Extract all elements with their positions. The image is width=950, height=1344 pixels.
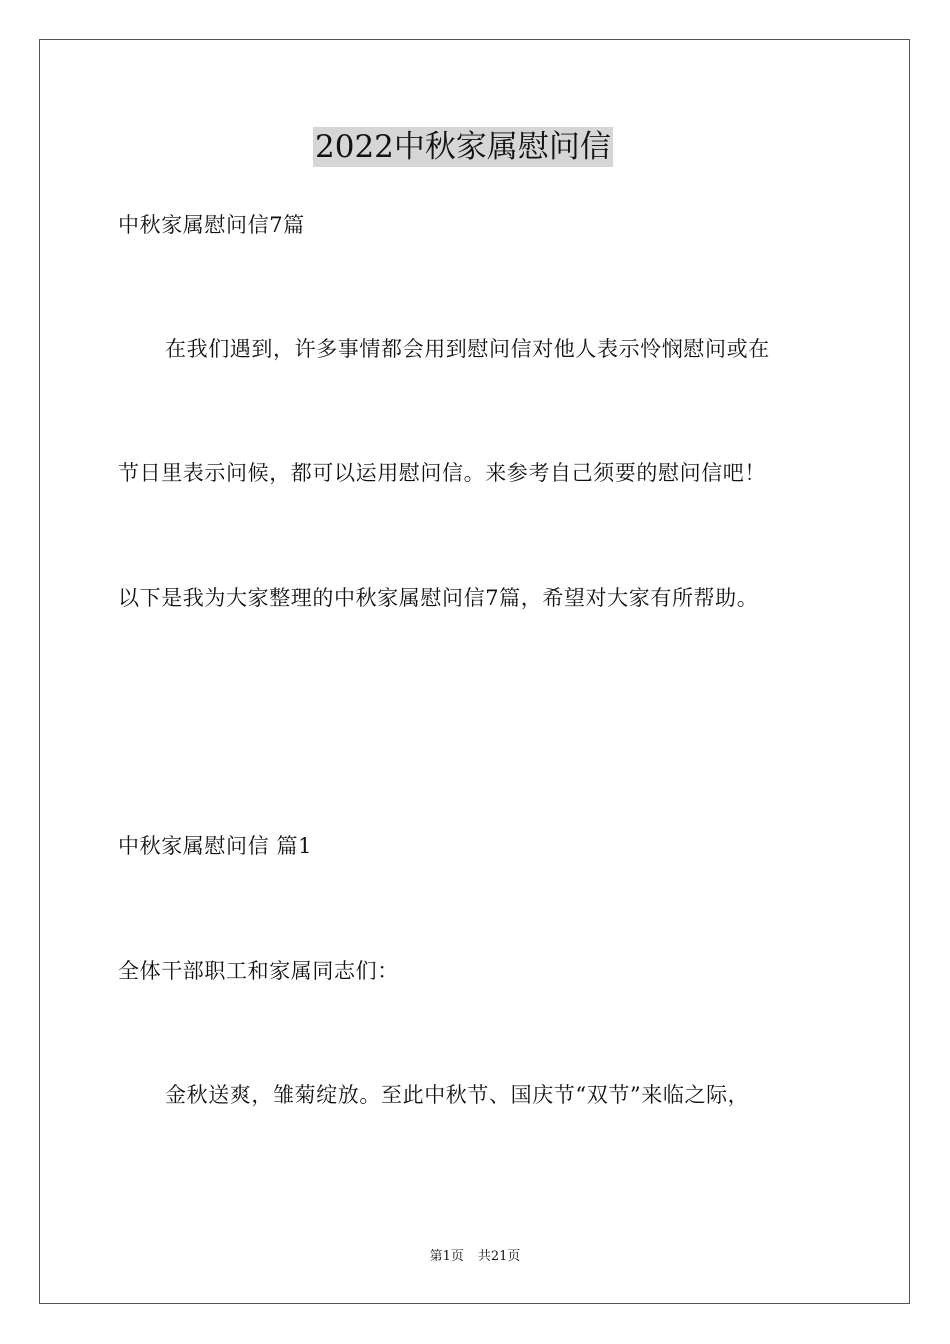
document-subtitle: 中秋家属慰问信7篇 xyxy=(118,213,305,237)
paragraph-line: 节日里表示问候，都可以运用慰问信。来参考自己须要的慰问信吧！ xyxy=(118,461,766,485)
document-title: 2022中秋家属慰问信 xyxy=(315,129,611,165)
paragraph-line: 金秋送爽，雏菊绽放。至此中秋节、国庆节“双节”来临之际， xyxy=(165,1083,750,1107)
paragraph-line: 以下是我为大家整理的中秋家属慰问信7篇，希望对大家有所帮助。 xyxy=(118,586,759,610)
paragraph-line: 在我们遇到，许多事情都会用到慰问信对他人表示怜悯慰问或在 xyxy=(165,337,770,361)
salutation: 全体干部职工和家属同志们： xyxy=(118,959,399,983)
section-heading: 中秋家属慰问信 篇1 xyxy=(118,834,313,858)
page-total: 共21页 xyxy=(477,1249,521,1264)
page-number: 第1页 xyxy=(429,1249,464,1264)
page-footer xyxy=(0,1248,950,1266)
